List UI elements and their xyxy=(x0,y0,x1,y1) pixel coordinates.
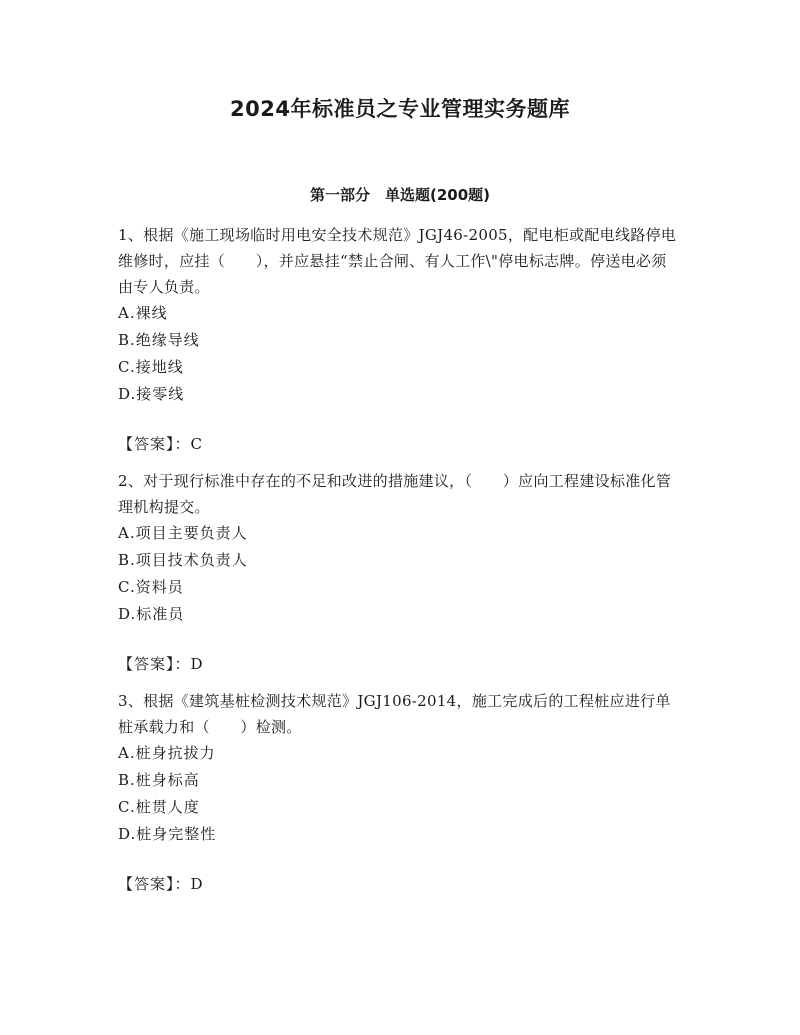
option-a: A.裸线 xyxy=(118,304,168,322)
question-3 xyxy=(118,688,680,897)
option-c: C.资料员 xyxy=(118,578,184,596)
question-2 xyxy=(118,468,680,677)
option-list xyxy=(118,300,680,408)
option-d: D.接零线 xyxy=(118,385,185,403)
document-title: 2024年标准员之专业管理实务题库 xyxy=(230,97,570,121)
question-stem: 2、对于现行标准中存在的不足和改进的措施建议，（ ）应向工程建设标准化管理机构提交。 xyxy=(118,472,672,516)
option-c: C.接地线 xyxy=(118,358,184,376)
option-a: A.桩身抗拔力 xyxy=(118,744,216,762)
question-stem: 1、根据《施工现场临时用电安全技术规范》JGJ46-2005，配电柜或配电线路停电维修时，应挂（ ），并应悬挂“禁止合闸、有人工作\"停电标志牌。停送电必须由专人负责。 xyxy=(118,226,677,296)
answer-label: 【答案】：D xyxy=(118,655,204,673)
option-b: B.绝缘导线 xyxy=(118,331,200,349)
question-1 xyxy=(118,222,680,457)
option-b: B.项目技术负责人 xyxy=(118,551,248,569)
option-d: D.标准员 xyxy=(118,605,185,623)
question-list xyxy=(118,222,680,908)
section-title: 第一部分 单选题(200题) xyxy=(309,186,491,204)
option-list xyxy=(118,740,680,848)
option-d: D.桩身完整性 xyxy=(118,825,217,843)
option-list xyxy=(118,520,680,628)
option-b: B.桩身标高 xyxy=(118,771,200,789)
option-c: C.桩贯人度 xyxy=(118,798,200,816)
question-stem: 3、根据《建筑基桩检测技术规范》JGJ106-2014，施工完成后的工程桩应进行单桩承载力和（ ）检测。 xyxy=(118,692,671,736)
answer-label: 【答案】：D xyxy=(118,875,204,893)
answer-label: 【答案】：C xyxy=(118,435,203,453)
option-a: A.项目主要负责人 xyxy=(118,524,248,542)
